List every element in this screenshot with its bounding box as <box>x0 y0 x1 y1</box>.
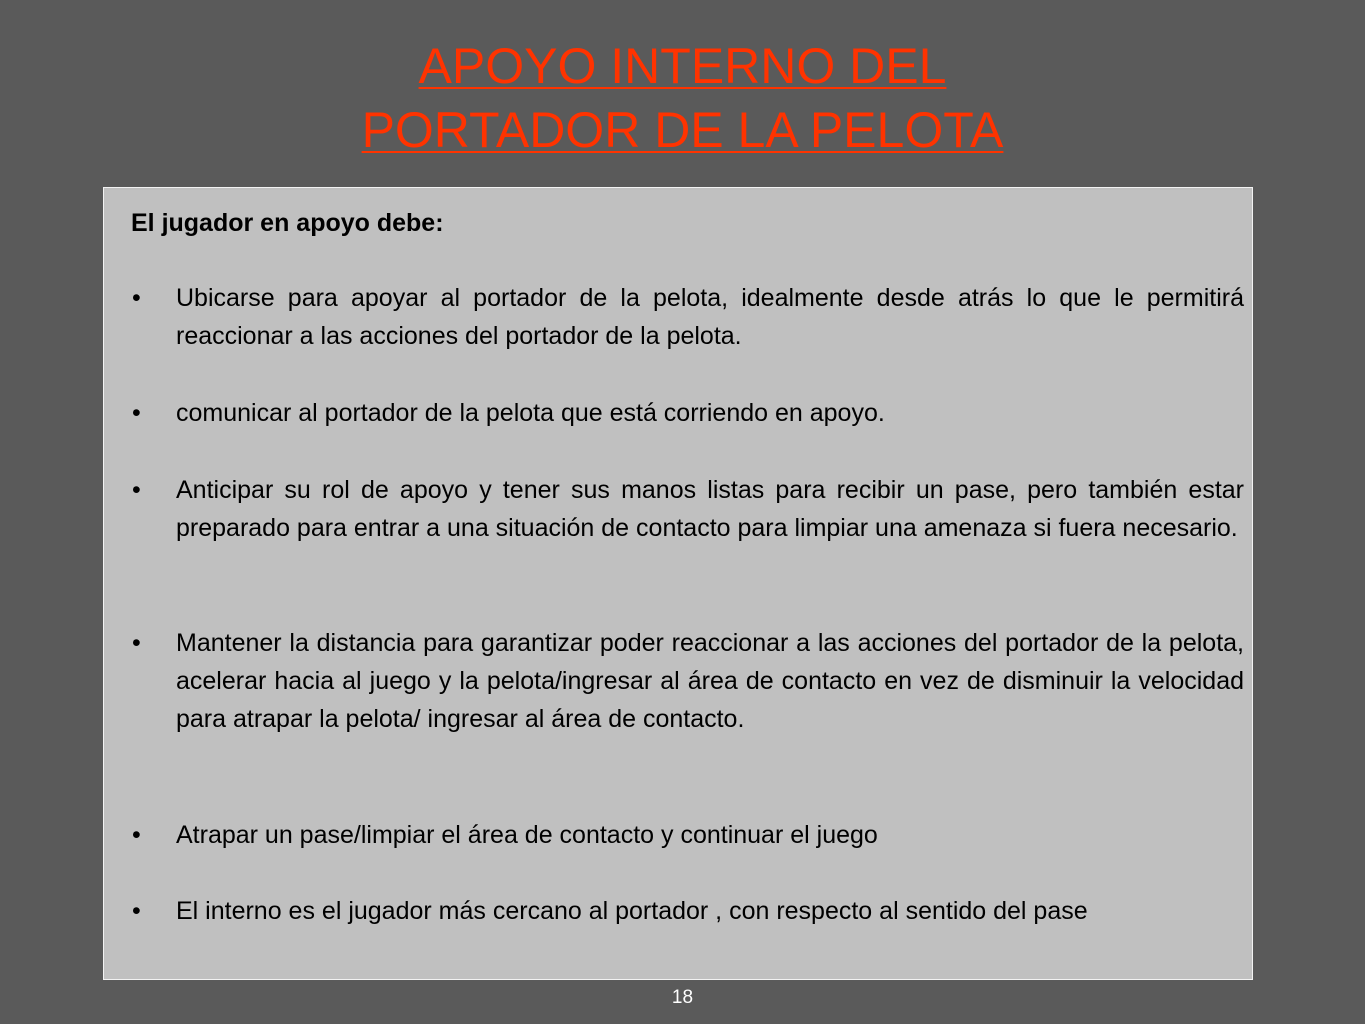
content-box <box>103 187 1253 980</box>
page-number: 18 <box>671 987 694 1008</box>
bullet-icon: • <box>132 399 141 427</box>
bullet-icon: • <box>132 476 141 504</box>
bullet-text: El interno es el jugador más cercano al portador , con respecto al sentido del pase <box>176 897 1088 925</box>
slide-title <box>0 34 1365 162</box>
bullet-text: Anticipar su rol de apoyo y tener sus manos listas para recibir un pase, pero también estar preparado para entrar a una situación de contacto para limpiar una amenaza si fuera necesario. <box>176 476 1244 542</box>
bullet-icon: • <box>132 629 141 657</box>
slide-title-line-1: APOYO INTERNO DEL <box>418 38 947 94</box>
bullet-text: comunicar al portador de la pelota que está corriendo en apoyo. <box>176 399 885 427</box>
bullet-text: Mantener la distancia para garantizar poder reaccionar a las acciones del portador de la pelota, acelerar hacia al juego y la pelota/ingresar al área de contacto en vez de disminuir la velocidad para atrapar la pelota/ ingresar al área de contacto. <box>176 629 1244 733</box>
bullet-icon: • <box>132 284 141 312</box>
bullet-icon: • <box>132 897 141 925</box>
bullet-icon: • <box>132 821 141 849</box>
bullet-text: Atrapar un pase/limpiar el área de contacto y continuar el juego <box>176 821 878 849</box>
bullet-text: Ubicarse para apoyar al portador de la pelota, idealmente desde atrás lo que le permitirá reaccionar a las acciones del portador de la pelota. <box>176 284 1244 350</box>
intro-text: El jugador en apoyo debe: <box>131 209 444 237</box>
slide-title-line-2: PORTADOR DE LA PELOTA <box>361 102 1004 158</box>
